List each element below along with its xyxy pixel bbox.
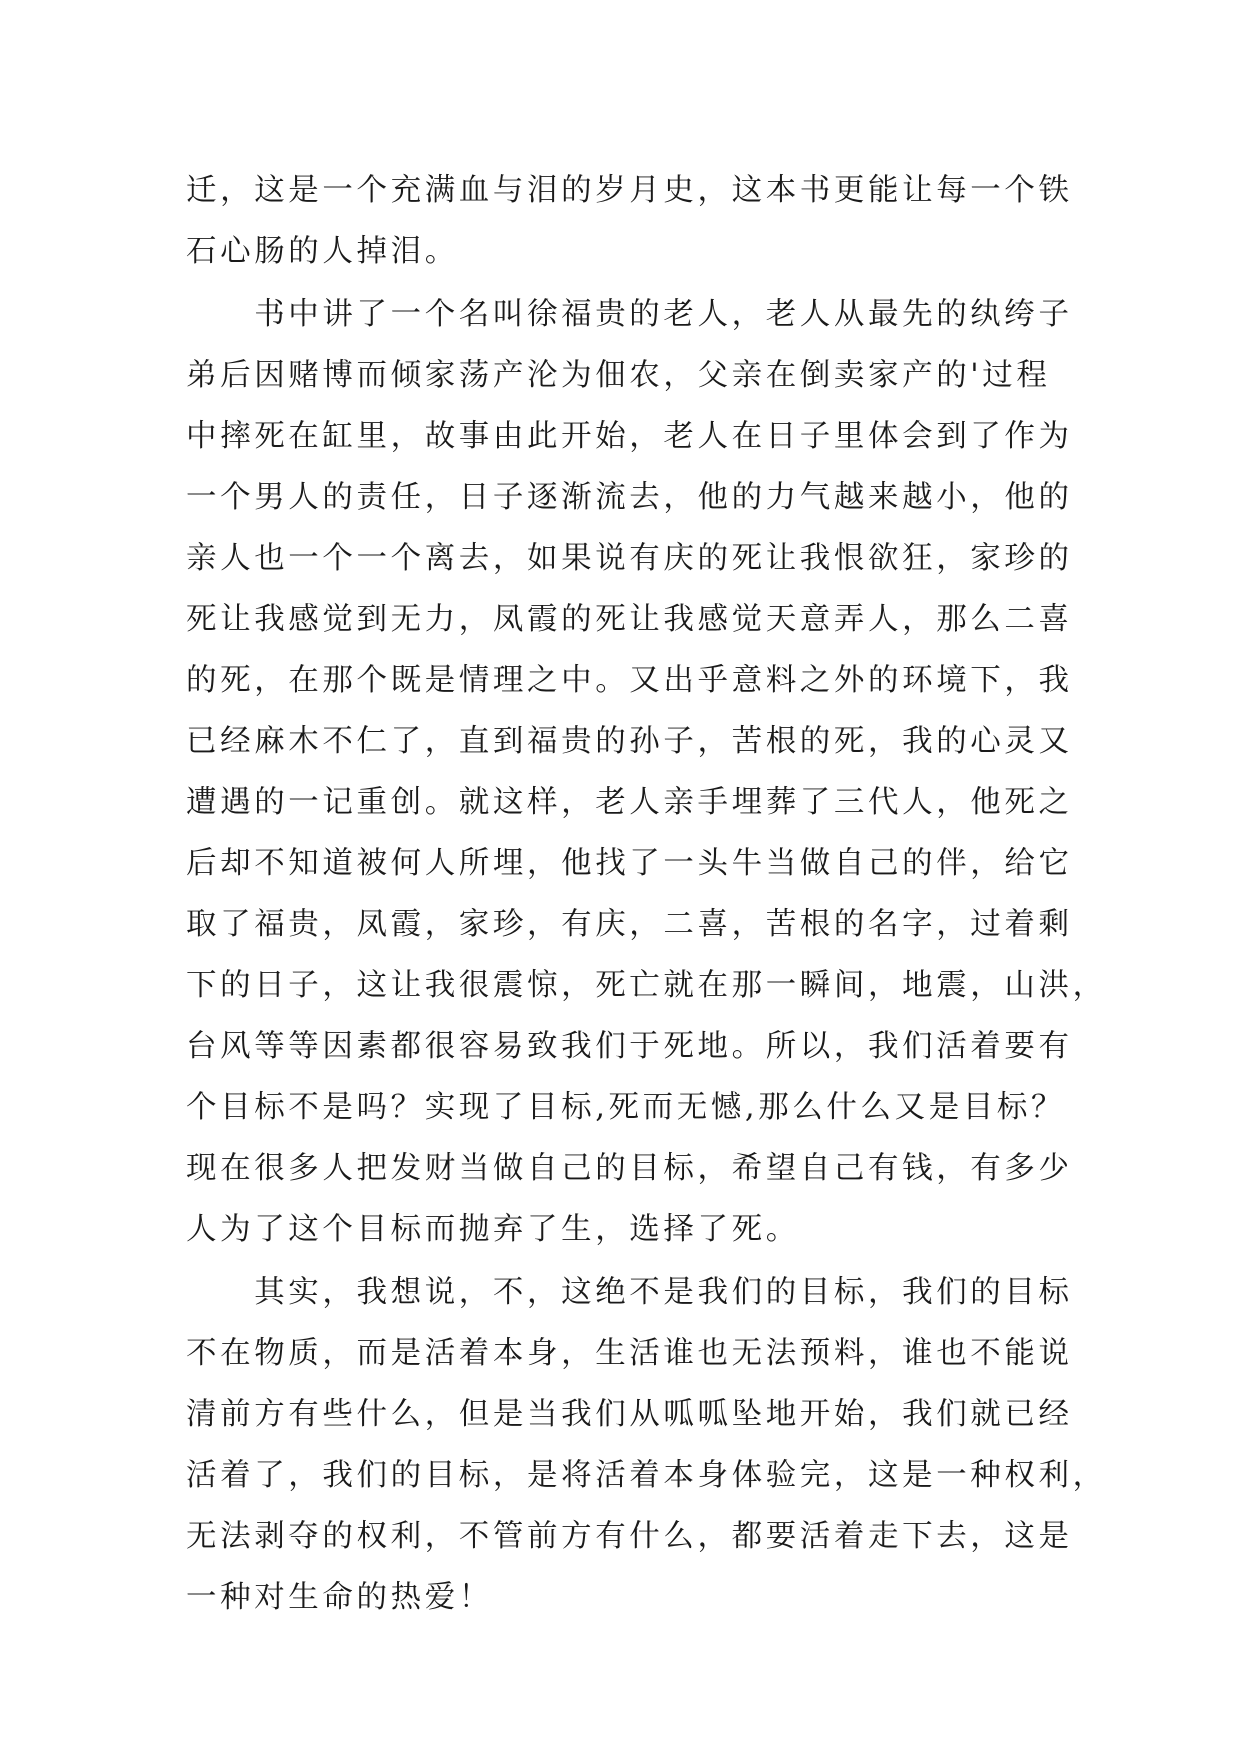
text-line: 遭遇的一记重创。就这样，老人亲手埋葬了三代人，他死之 — [186, 785, 1073, 820]
text-line: 无法剥夺的权利，不管前方有什么，都要活着走下去，这是 — [186, 1519, 1073, 1554]
text-line: 弟后因赌博而倾家荡产沦为佃农，父亲在倒卖家产的'过程 — [186, 358, 1051, 393]
text-line: 死让我感觉到无力，凤霞的死让我感觉天意弄人，那么二喜 — [186, 602, 1073, 637]
text-line: 一个男人的责任，日子逐渐流去，他的力气越来越小，他的 — [186, 480, 1073, 515]
text-line: 一种对生命的热爱！ — [186, 1580, 493, 1615]
text-line: 迁，这是一个充满血与泪的岁月史，这本书更能让每一个铁 — [186, 173, 1073, 208]
text-line: 清前方有些什么，但是当我们从呱呱坠地开始，我们就已经 — [186, 1397, 1073, 1432]
text-line: 台风等等因素都很容易致我们于死地。所以，我们活着要有 — [186, 1029, 1073, 1064]
text-line: 下的日子，这让我很震惊，死亡就在那一瞬间，地震，山洪， — [186, 968, 1107, 1003]
text-line: 其实，我想说，不，这绝不是我们的目标，我们的目标 — [186, 1275, 1073, 1310]
text-line: 个目标不是吗？实现了目标,死而无憾,那么什么又是目标？ — [186, 1090, 1066, 1125]
text-line: 的死，在那个既是情理之中。又出乎意料之外的环境下，我 — [186, 663, 1073, 698]
text-line: 石心肠的人掉泪。 — [186, 234, 459, 269]
text-line: 不在物质，而是活着本身，生活谁也无法预料，谁也不能说 — [186, 1336, 1073, 1371]
text-line: 取了福贵，凤霞，家珍，有庆，二喜，苦根的名字，过着剩 — [186, 907, 1073, 942]
body-text — [186, 160, 1107, 1628]
text-line: 书中讲了一个名叫徐福贵的老人，老人从最先的纨绔子 — [186, 297, 1073, 332]
text-line: 现在很多人把发财当做自己的目标，希望自己有钱，有多少 — [186, 1151, 1073, 1186]
text-line: 后却不知道被何人所埋，他找了一头牛当做自己的伴，给它 — [186, 846, 1073, 881]
text-line: 亲人也一个一个离去，如果说有庆的死让我恨欲狂，家珍的 — [186, 541, 1073, 576]
text-line: 已经麻木不仁了，直到福贵的孙子，苦根的死，我的心灵又 — [186, 724, 1073, 759]
text-line: 人为了这个目标而抛弃了生，选择了死。 — [186, 1212, 800, 1247]
text-line: 活着了，我们的目标，是将活着本身体验完，这是一种权利， — [186, 1458, 1107, 1493]
text-line: 中摔死在缸里，故事由此开始，老人在日子里体会到了作为 — [186, 419, 1073, 454]
